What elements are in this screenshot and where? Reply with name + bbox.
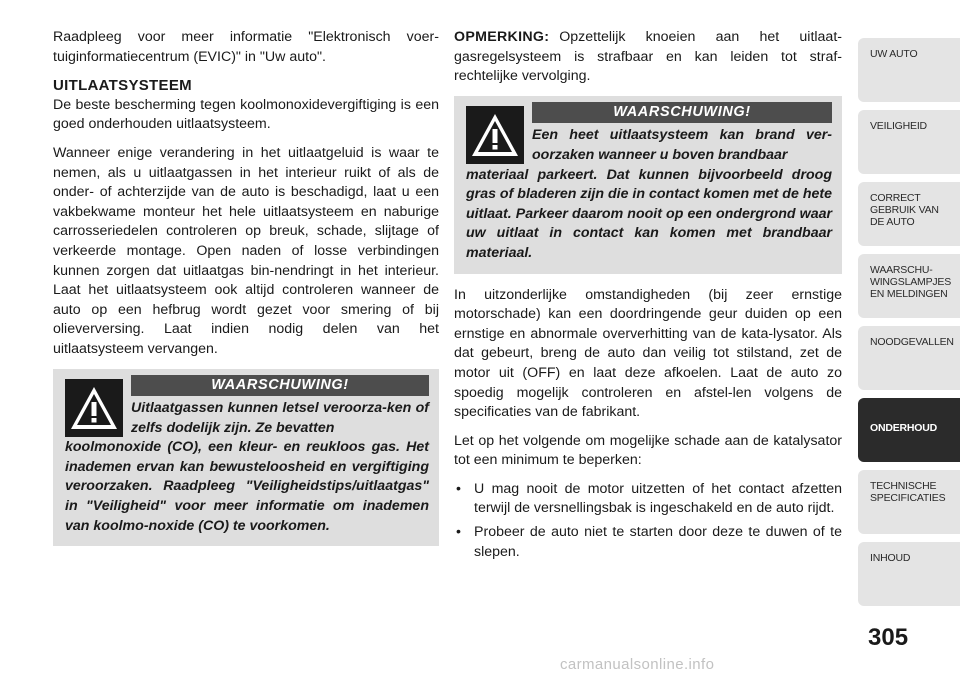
warning-text: Uitlaatgassen kunnen letsel veroorza-ken of zelfs dodelijk zijn. Ze bevatten: [131, 400, 429, 436]
warning-text: Een heet uitlaatsysteem kan brand ver-oorzaken wanneer u boven brandbaar: [532, 127, 832, 163]
tab-veiligheid[interactable]: VEILIGHEID: [858, 110, 960, 174]
warning-box: [454, 96, 842, 274]
list-item: • Probeer de auto niet te starten door deze te duwen of te slepen.: [454, 523, 842, 562]
watermark: carmanualsonline.info: [560, 656, 715, 673]
note-text: Opzettelijk knoeien aan het uitlaat-gasregelsysteem is strafbaar en kan leiden tot straf-rechtelijke vervolging.: [454, 29, 842, 85]
paragraph: In uitzonderlijke omstandigheden (bij zeer ernstige motorschade) kan een doordringende geur duiden op een ernstige en abnormale oververhitting van de kata-lysator. Als dat gebeurt, breng de auto dan veilig tot stilstand, zet de motor uit (OFF) en laat deze afkoelen. Laat de auto zo spoedig mogelijk controleren en afstel-len volgens de specificaties van de fabrikant.: [454, 286, 842, 421]
warning-title: WAARSCHUWING!: [131, 375, 429, 397]
right-column: [454, 28, 842, 566]
page-number: 305: [868, 624, 909, 651]
tab-uw-auto[interactable]: UW AUTO: [858, 38, 960, 102]
tab-inhoud[interactable]: INHOUD: [858, 542, 960, 606]
warning-triangle-icon: [65, 379, 123, 437]
note-label: OPMERKING:: [454, 29, 550, 45]
intro-paragraph: Raadpleeg voor meer informatie "Elektronisch voer-tuiginformatiecentrum (EVIC)" in "Uw auto".: [53, 29, 439, 65]
chapter-tabs: [858, 38, 960, 614]
warning-triangle-icon: [466, 106, 524, 164]
paragraph: Let op het volgende om mogelijke schade aan de katalysator tot een minimum te beperken:: [454, 432, 842, 469]
note-paragraph: [454, 28, 842, 87]
left-column: [53, 28, 439, 558]
tab-onderhoud[interactable]: ONDERHOUD: [858, 398, 960, 462]
section-heading: UITLAATSYSTEEM: [53, 77, 192, 95]
warning-box: [53, 369, 439, 547]
tab-waarschuwingslampjes[interactable]: WAARSCHU- WINGSLAMPJES EN MELDINGEN: [858, 254, 960, 318]
paragraph: Wanneer enige verandering in het uitlaatgeluid is waar te nemen, als u uitlaatgassen in het interieur ruikt of als de onder- of achterzijde van de auto is beschadigd, laat u een vakbekwame monteur het hele uitlaatsysteem en naburige carrosseriedelen controleren op breuk, schade, slijtage of verkeerde montage. Open naden of losse verbindingen kunnen zorgen dat uitlaatgas bin-nendringt in het interieur. Laat het uitlaatsysteem ook altijd controleren wanneer de auto op een hefbrug wordt gezet voor smering of bij olieverversing. Laat indien nodig delen van het uitlaatsysteem vervangen.: [53, 144, 439, 357]
paragraph: De beste bescherming tegen koolmonoxidevergiftiging is een goed onderhouden uitlaatsysteem.: [53, 96, 439, 133]
list-item: • U mag nooit de motor uitzetten of het contact afzetten terwijl de versnellingsbak is ingeschakeld en de auto rijdt.: [454, 480, 842, 519]
warning-title: WAARSCHUWING!: [532, 102, 832, 124]
tab-noodgevallen[interactable]: NOODGEVALLEN: [858, 326, 960, 390]
tab-technische-specificaties[interactable]: TECHNISCHE SPECIFICATIES: [858, 470, 960, 534]
warning-text: materiaal parkeert. Dat kunnen bijvoorbeeld droog gras of bladeren zijn die in contact komen met de hete uitlaat. Parkeer daarom nooit op een ondergrond waar uw uitlaat in contact kan komen met brandbaar materiaal.: [466, 166, 832, 261]
warning-text: koolmonoxide (CO), een kleur- en reukloos gas. Het inademen ervan kan bewusteloosheid en vergiftiging veroorzaken. Raadpleeg "Veiligheidstips/uitlaatgas" in "Veiligheid" voor meer informatie om inademen van koolmo-noxide (CO) te voorkomen.: [65, 439, 429, 534]
bullet-list: [454, 480, 842, 562]
tab-correct-gebruik[interactable]: CORRECT GEBRUIK VAN DE AUTO: [858, 182, 960, 246]
